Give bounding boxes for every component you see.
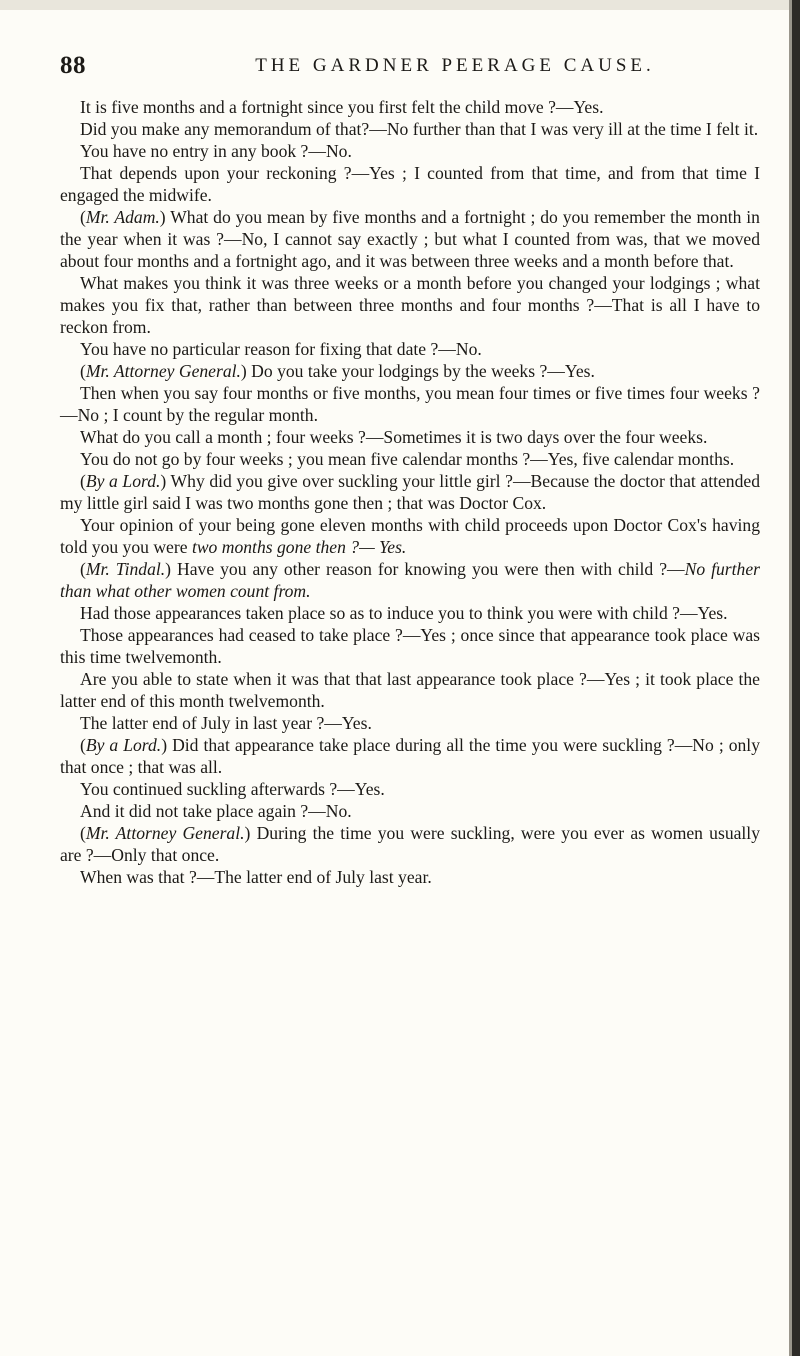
text-run: You have no entry in any book ?—No. [80,141,352,161]
paragraph [60,800,760,822]
text-run: ( [80,207,86,227]
text-run: ( [80,823,86,843]
paragraph [60,338,760,360]
text-run: What makes you think it was three weeks or a month before you changed your lodgings ; what makes you fix that, rather than between three months and four months ?—That is all I have to reckon from. [60,273,760,337]
text-run: Did you make any memorandum of that?—No further than that I was very ill at the time I felt it. [80,119,759,139]
italic-text: By a Lord. [85,735,162,755]
text-run: Then when you say four months or five months, you mean four times or five times four weeks ?—No ; I count by the regular month. [60,383,760,425]
paragraph [60,734,760,778]
italic-text: Mr. Tindal. [85,559,166,579]
paragraph [60,822,760,866]
text-run: ) What do you mean by five months and a fortnight ; do you remember the month in the year when it was ?—No, I cannot say exactly ; but what I counted from was, that we moved about four months and a fortnight ago, and it was between three weeks and a month before that. [60,207,760,271]
paragraph [60,712,760,734]
body-text [60,96,760,888]
text-run: ( [80,471,86,491]
paragraph [60,382,760,426]
paragraph [60,162,760,206]
paragraph [60,558,760,602]
text-run: And it did not take place again ?—No. [80,801,352,821]
text-run: Your opinion of your being gone eleven months with child proceeds upon Doctor Cox's having told you you were [60,515,760,557]
italic-text: Mr. Attorney General. [85,823,245,843]
text-run: Are you able to state when it was that that last appearance took place ?—Yes ; it took place the latter end of this month twelvemonth. [60,669,760,711]
italic-text: Mr. Adam. [85,207,160,227]
paragraph [60,360,760,382]
text-run: It is five months and a fortnight since you first felt the child move ?—Yes. [80,97,604,117]
text-run: That depends upon your reckoning ?—Yes ; I counted from that time, and from that time I engaged the midwife. [60,163,760,205]
page-top-edge [0,0,800,10]
text-run: Had those appearances taken place so as to induce you to think you were with child ?—Yes. [80,603,728,623]
italic-text: Mr. Attorney General. [85,361,241,381]
italic-text: By a Lord. [85,471,161,491]
italic-text: two months gone then ?— Yes. [191,537,407,557]
paragraph [60,668,760,712]
text-run: ) Why did you give over suckling your little girl ?—Because the doctor that attended my little girl said I was two months gone then ; that was Doctor Cox. [60,471,760,513]
page-header [60,52,760,88]
text-run: ) Did that appearance take place during all the time you were suckling ?—No ; only that once ; that was all. [60,735,760,777]
paragraph [60,514,760,558]
italic-text: No further than what other women count from. [60,559,760,601]
paragraph [60,206,760,272]
text-run: ( [80,559,86,579]
text-run: ) Do you take your lodgings by the weeks ?—Yes. [240,361,595,381]
text-run: You have no particular reason for fixing that date ?—No. [80,339,482,359]
page-number: 88 [60,52,86,79]
paragraph [60,426,760,448]
text-run: Those appearances had ceased to take place ?—Yes ; once since that appearance took place was this time twelvemonth. [60,625,760,667]
paragraph [60,866,760,888]
running-title: THE GARDNER PEERAGE CAUSE. [255,55,655,76]
paragraph [60,96,760,118]
text-run: You do not go by four weeks ; you mean five calendar months ?—Yes, five calendar months. [80,449,735,469]
text-run: When was that ?—The latter end of July last year. [80,867,432,887]
text-run: ( [80,735,86,755]
text-run: The latter end of July in last year ?—Yes. [80,713,372,733]
paragraph [60,778,760,800]
page-right-edge [792,0,800,1356]
text-run: You continued suckling afterwards ?—Yes. [80,779,385,799]
paragraph [60,118,760,140]
text-run: ( [80,361,86,381]
text-run: ) During the time you were suckling, were you ever as women usually are ?—Only that once. [60,823,760,865]
paragraph [60,602,760,624]
text-run: What do you call a month ; four weeks ?—Sometimes it is two days over the four weeks. [80,427,708,447]
paragraph [60,140,760,162]
paragraph [60,470,760,514]
text-run: ) Have you any other reason for knowing you were then with child ?— [165,559,685,579]
paragraph [60,448,760,470]
paragraph [60,624,760,668]
paragraph [60,272,760,338]
